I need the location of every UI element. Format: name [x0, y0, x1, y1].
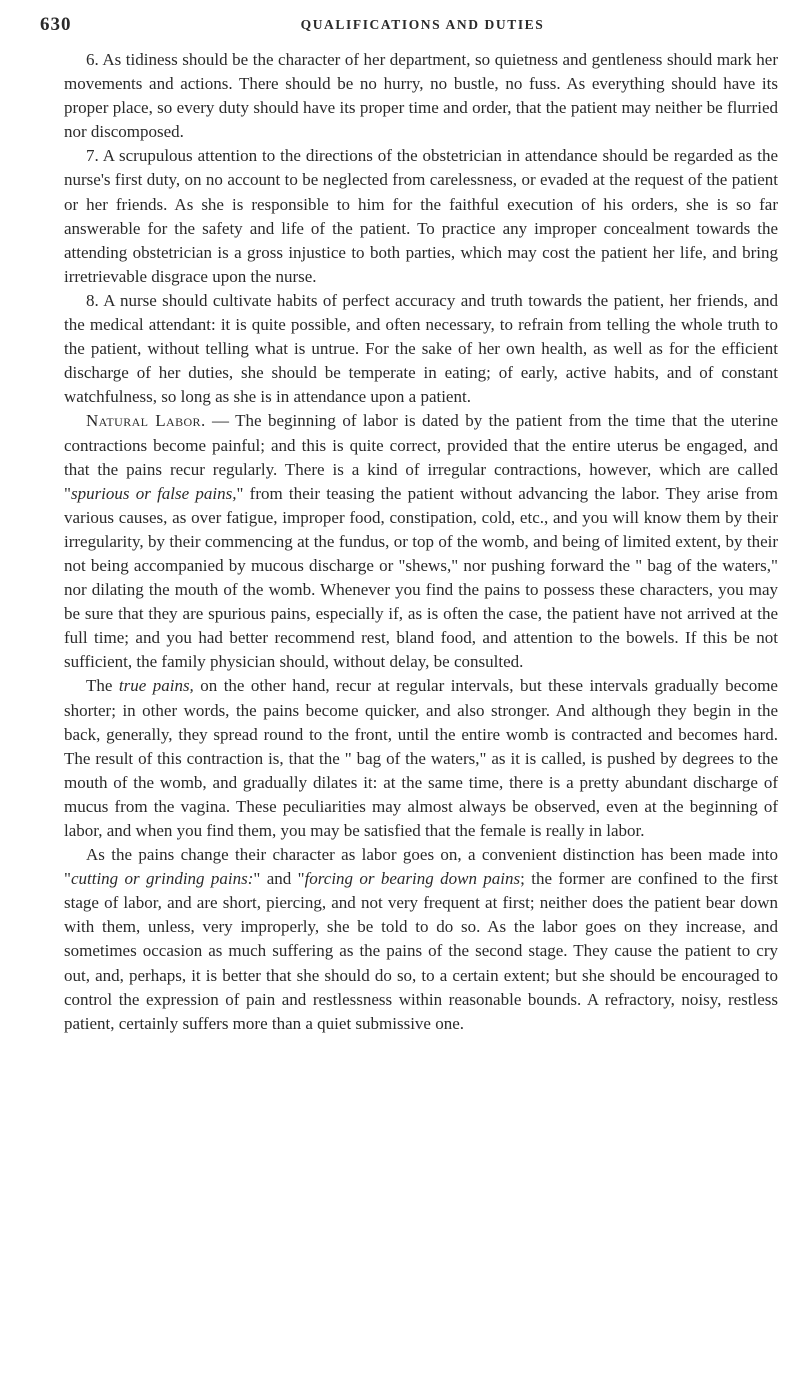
paragraph-true-pains — [64, 674, 778, 843]
pain-types-text-3: ; the former are confined to the first stage of labor, and are short, piercing, and not very frequent at first; neither does the patient bear down with them, unless, very improperly, she be told to do so. As the labor goes on they increase, and sometimes occasion as much suffering as the pains of the second stage. They cause the patient to cry out, and, perhaps, it is better that she should do so, to a certain extent; but she should be encouraged to control the expression of pain and restlessness within reasonable bounds. A refractory, noisy, restless patient, certainly suffers more than a quiet submissive one. — [64, 869, 778, 1033]
true-pains-text-2: on the other hand, recur at regular intervals, but these intervals gradually become shorter; in other words, the pains become quicker, and also stronger. And although they begin in the back, generally, they spread round to the front, until the entire womb is contracted and becomes hard. The result of this contraction is, that the " bag of the waters," as it is called, is pushed by degrees to the mouth of the womb, and gradually dilates it: at the same time, there is a pretty abundant discharge of mucus from the vagina. These peculiarities may almost always be observed, even at the beginning of labor, and when you find them, you may be satisfied that the female is really in labor. — [64, 676, 778, 840]
pain-types-text-1: As the pains change their character as labor goes on, a convenient distinction has been made into " — [64, 845, 778, 889]
section-heading-natural-labor: Natural Labor. — [86, 411, 206, 431]
paragraph-8-text: 8. A nurse should cultivate habits of perfect accuracy and truth towards the patient, her friends, and the medical attendant: it is quite possible, and often necessary, to refrain from telling the whole truth to the patient, without telling what is untrue. For the sake of her own health, as well as for the efficient discharge of her duties, she should be temperate in eating; of early, active habits, and of constant watchfulness, so long as she is in attendance upon a patient. — [64, 290, 778, 407]
paragraph-natural-labor — [64, 409, 778, 674]
paragraph-8 — [64, 289, 778, 409]
paragraph-7 — [64, 144, 778, 289]
natural-labor-text-2: " from their teasing the patient without advancing the labor. They arise from various causes, as over fatigue, improper food, constipation, cold, etc., and you will know them by their irregularity, by their commencing at the fundus, or top of the womb, and being of limited extent, by their not being accompanied by mucous discharge or "shews," nor pushing forward the " bag of the waters," nor dilating the mouth of the womb. Whenever you find the pains to possess these characters, you may be sure that they are spurious pains, especially if, as is often the case, the patient have not arrived at the full time; and you had better recommend rest, bland food, and attention to the bowels. If this be not sufficient, the family physician should, without delay, be consulted. — [64, 483, 778, 672]
paragraph-6-text: 6. As tidiness should be the character of her department, so quietness and gentleness should mark her movements and actions. There should be no hurry, no bustle, no fuss. As everything should have its proper place, so every duty should have its proper time and order, that the patient may neither be flurried nor discomposed. — [64, 50, 778, 142]
paragraph-pain-types — [64, 843, 778, 1036]
natural-labor-text-1: — The beginning of labor is dated by the patient from the time that the uterine contractions become painful; and this is quite correct, provided that the entire uterus be engaged, and that the pains recur regularly. There is a kind of irregular contractions, however, which are called " — [64, 411, 778, 503]
page-number: 630 — [40, 14, 72, 35]
paragraph-7-text: 7. A scrupulous attention to the directions of the obstetrician in attendance should be regarded as the nurse's first duty, on no account to be neglected from carelessness, or evaded at the request of the patient or her friends. As she is responsible to him for the faithful execution of his orders, she is so far answerable for the safety and life of the patient. To practice any improper concealment towards the attending obstetrician is a gross injustice to both parties, which may cost the patient her life, and bring irretrievable disgrace upon the nurse. — [64, 146, 778, 286]
pain-types-text-2: " and " — [253, 869, 305, 889]
pain-types-emphasis-1: cutting or grinding pains: — [70, 869, 254, 889]
paragraph-6 — [64, 48, 778, 144]
natural-labor-emphasis: spurious or false pains, — [70, 483, 237, 503]
true-pains-text-1: The — [86, 676, 119, 696]
page-header — [40, 14, 775, 38]
running-title: QUALIFICATIONS AND DUTIES — [300, 17, 545, 32]
body-text — [64, 48, 778, 1036]
true-pains-emphasis: true pains, — [118, 676, 194, 696]
pain-types-emphasis-2: forcing or bearing down pains — [304, 869, 521, 889]
